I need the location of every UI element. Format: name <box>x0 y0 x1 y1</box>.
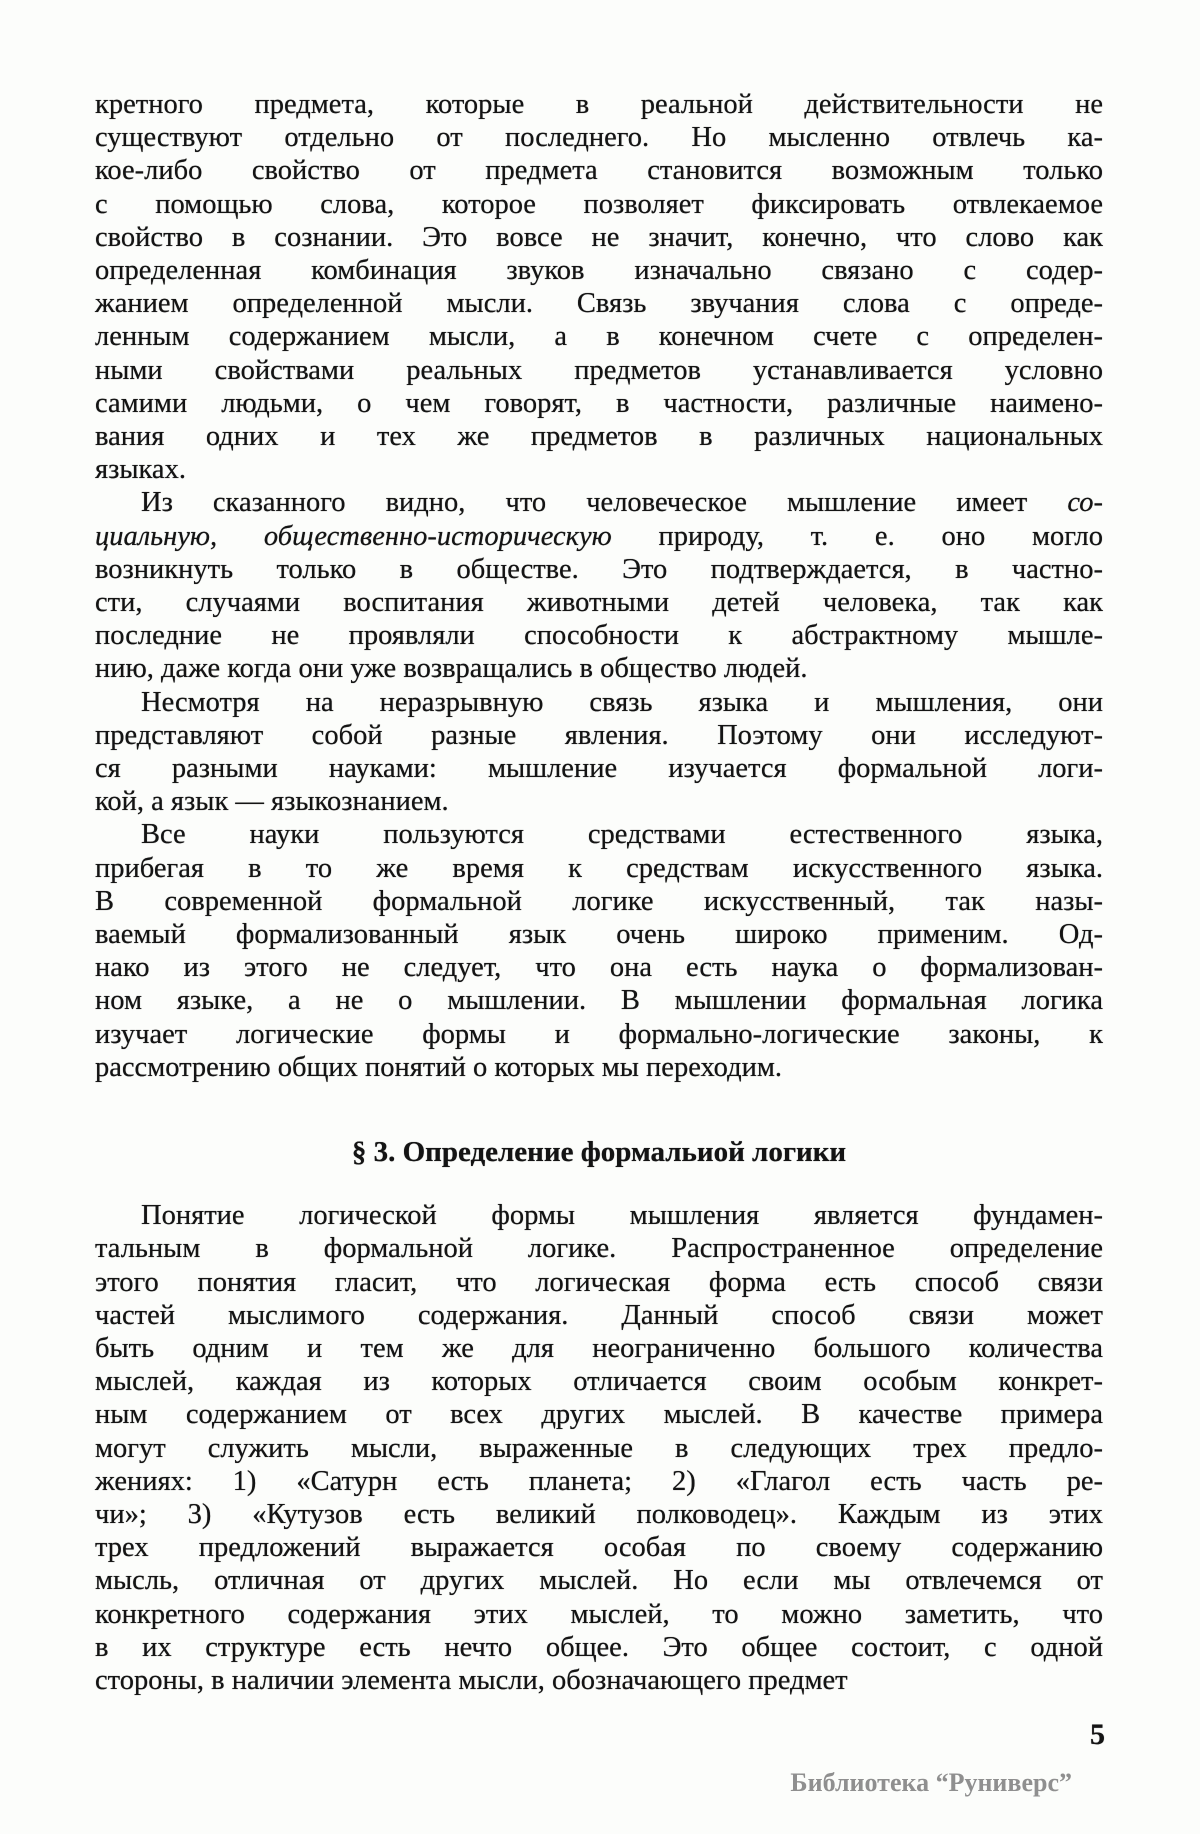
text-line: возникнуть только в обществе. Это подтверждается, в частно- <box>95 553 1103 585</box>
paragraph <box>95 686 1103 819</box>
paragraph <box>95 818 1103 1084</box>
library-watermark: Библиотека “Руниверс” <box>790 1768 1072 1797</box>
text-line: сти, случаями воспитания животными детей человека, так как <box>95 587 1103 619</box>
text-line: самими людьми, о чем говорят, в частности, различные наимено- <box>95 387 1103 419</box>
text-line: Несмотря на неразрывную связь языка и мышления, они <box>141 686 1103 718</box>
text-line: определенная комбинация звуков изначально связано с содер- <box>95 255 1103 287</box>
text-line: кое-либо свойство от предмета становится возможным только <box>95 155 1103 187</box>
text-line: трех предложений выражается особая по своему содержанию <box>95 1532 1103 1564</box>
italic-text: циальную, общественно-историческую <box>95 520 612 552</box>
text-line: быть одним и тем же для неограниченно большого количества <box>95 1332 1103 1364</box>
paragraph <box>95 1199 1103 1697</box>
section-heading: § 3. Определение формальиой логики <box>351 1136 847 1169</box>
text-line: ным содержанием от всех других мыслей. В качестве примера <box>95 1399 1103 1431</box>
text-line: мыслей, каждая из которых отличается своим особым конкрет- <box>95 1366 1103 1398</box>
text-line: ваемый формализованный язык очень широко применим. Од- <box>95 919 1103 951</box>
text-line: последние не проявляли способности к абстрактному мышле- <box>95 620 1103 652</box>
text-line: ном языке, а не о мышлении. В мышлении формальная логика <box>95 985 1103 1017</box>
text-line: свойство в сознании. Это вовсе не значит, конечно, что слово как <box>95 221 1103 253</box>
text-line: ленным содержанием мысли, а в конечном счете с определен- <box>95 321 1103 353</box>
text-line: Из сказанного видно, что человеческое мышление имеет со- <box>141 487 1103 519</box>
text-line: жанием определенной мысли. Связь звучания слова с опреде- <box>95 288 1103 320</box>
text-line: чи»; 3) «Кутузов есть великий полководец». Каждым из этих <box>95 1498 1103 1530</box>
text-line: рассмотрению общих понятий о которых мы переходим. <box>95 1051 782 1083</box>
paragraph <box>95 486 1103 685</box>
text-line: циальную, общественно-историческую природу, т. е. оно могло <box>95 520 1103 552</box>
text-line: стороны, в наличии элемента мысли, обозначающего предмет <box>95 1664 848 1696</box>
text-line: кой, а язык — языкознанием. <box>95 786 449 818</box>
text-line: частей мыслимого содержания. Данный способ связи может <box>95 1299 1103 1331</box>
text-line: мысль, отличная от других мыслей. Но если мы отвлечемся от <box>95 1565 1103 1597</box>
text-line: конкретного содержания этих мыслей, то можно заметить, что <box>95 1598 1103 1630</box>
text-line: этого понятия гласит, что логическая форма есть способ связи <box>95 1266 1103 1298</box>
text-line: представляют собой разные явления. Поэтому они исследуют- <box>95 719 1103 751</box>
text-line: В современной формальной логике искусственный, так назы- <box>95 885 1103 917</box>
paragraph <box>95 88 1103 486</box>
text-line: изучает логические формы и формально-логические законы, к <box>95 1018 1103 1050</box>
italic-text: со- <box>1067 487 1103 519</box>
text-line: Все науки пользуются средствами естественного языка, <box>141 819 1103 851</box>
text-line: в их структуре есть нечто общее. Это общее состоит, с одной <box>95 1631 1103 1663</box>
page-number: 5 <box>1090 1718 1105 1751</box>
text-line: ными свойствами реальных предметов устанавливается условно <box>95 354 1103 386</box>
text-line: нию, даже когда они уже возвращались в общество людей. <box>95 653 808 685</box>
text-line: Понятие логической формы мышления является фундамен- <box>141 1200 1103 1232</box>
text-line: языках. <box>95 454 186 486</box>
page-text <box>95 88 1103 1697</box>
text-line: кретного предмета, которые в реальной действительности не <box>95 89 1103 120</box>
text-line: нако из этого не следует, что она есть наука о формализован- <box>95 952 1103 984</box>
text-line: существуют отдельно от последнего. Но мысленно отвлечь ка- <box>95 122 1103 154</box>
text-line: прибегая в то же время к средствам искусственного языка. <box>95 852 1103 884</box>
text-line: ся разными науками: мышление изучается формальной логи- <box>95 753 1103 785</box>
text-line: с помощью слова, которое позволяет фиксировать отвлекаемое <box>95 188 1103 220</box>
text-line: тальным в формальной логике. Распространенное определение <box>95 1233 1103 1265</box>
text-line: могут служить мысли, выраженные в следующих трех предло- <box>95 1432 1103 1464</box>
text-line: вания одних и тех же предметов в различных национальных <box>95 421 1103 453</box>
text-line: жениях: 1) «Сатурн есть планета; 2) «Глагол есть часть ре- <box>95 1465 1103 1497</box>
